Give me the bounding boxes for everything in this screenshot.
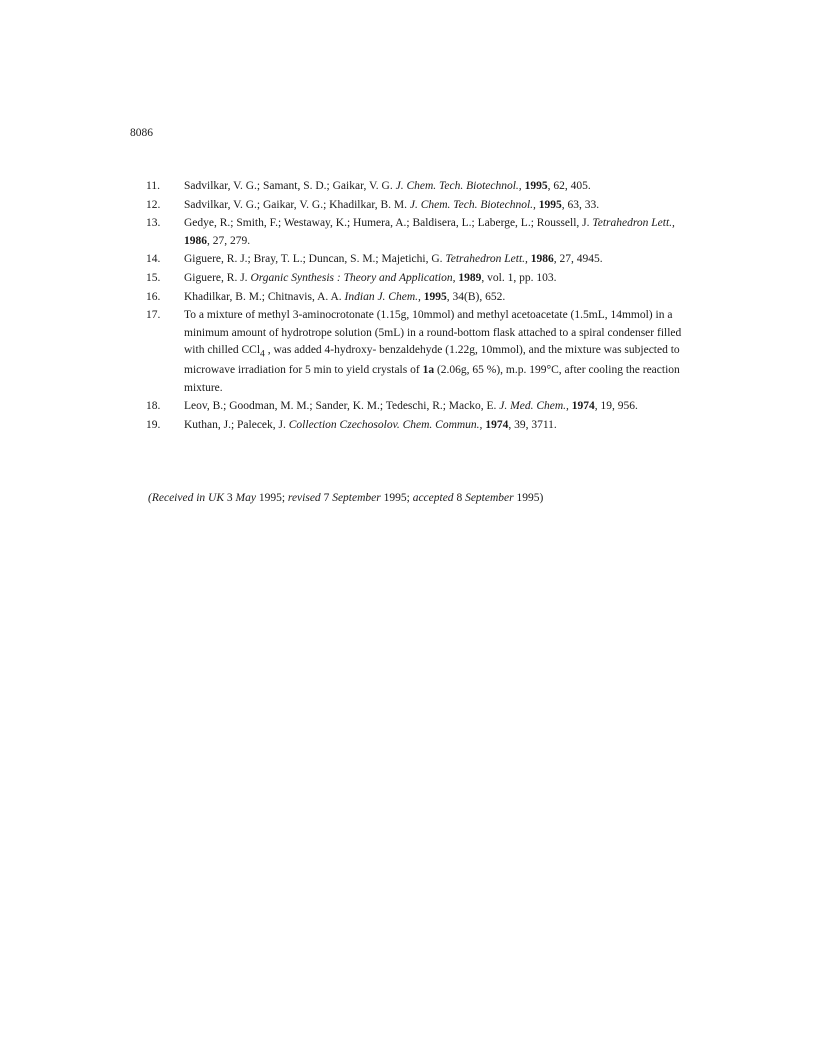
text-run: 1986	[184, 234, 207, 247]
text-run: Sadvilkar, V. G.; Gaikar, V. G.; Khadilkar, B. M.	[184, 198, 410, 211]
text-run: 3	[224, 492, 236, 504]
reference-item	[146, 251, 686, 268]
reference-number: 13.	[146, 217, 161, 230]
text-run: 4	[260, 348, 265, 360]
text-run: J. Chem. Tech. Biotechnol.,	[395, 180, 522, 192]
reference-number: 12.	[146, 198, 161, 211]
text-run: 1a	[422, 364, 435, 377]
text-run: Gedye, R.; Smith, F.; Westaway, K.; Humera, A.; Baldisera, L.; Laberge, L.; Roussell, J.	[184, 217, 593, 230]
text-run: 1995)	[513, 492, 544, 504]
text-run: , 39, 3711.	[508, 418, 557, 431]
text-run: Leov, B.; Goodman, M. M.; Sander, K. M.; Tedeschi, R.; Macko, E.	[184, 400, 500, 413]
reference-item	[146, 398, 686, 415]
text-run: Tetrahedron Lett.,	[592, 217, 675, 230]
text-run: May	[235, 492, 256, 504]
text-run: Kuthan, J.; Palecek, J.	[184, 418, 289, 431]
text-run: 1974	[571, 400, 595, 413]
reference-text	[184, 307, 686, 396]
text-run: 1989	[458, 272, 482, 285]
reference-text	[184, 251, 686, 268]
text-run: , vol. 1, pp. 103.	[481, 272, 557, 285]
text-run: (Received in UK	[148, 492, 224, 504]
text-run: , 19, 956.	[594, 400, 638, 413]
text-run: , 27, 279.	[207, 234, 251, 247]
text-run: 1986	[530, 253, 554, 266]
reference-item	[146, 270, 686, 287]
text-run: (2.06g, 65 %), m.p. 199°C, after cooling the reaction mixture.	[184, 364, 680, 394]
text-run: , 63, 33.	[561, 198, 600, 211]
reference-text	[184, 178, 686, 195]
text-run: , 34(B), 652.	[446, 290, 506, 303]
text-run: J. Chem. Tech. Biotechnol.,	[409, 198, 536, 211]
reference-text	[184, 215, 686, 249]
text-run: accepted	[412, 492, 454, 504]
reference-item	[146, 197, 686, 214]
text-run: 1995	[423, 290, 447, 303]
reference-number: 11.	[146, 180, 160, 192]
text-run: September	[465, 492, 514, 504]
text-run: 1995	[538, 198, 562, 211]
text-run: J. Med. Chem.,	[499, 400, 569, 413]
reference-list	[146, 178, 686, 436]
text-run: 7	[320, 492, 333, 504]
text-run: Giguere, R. J.; Bray, T. L.; Duncan, S. M.; Majetichi, G.	[184, 253, 446, 266]
text-run: Collection Czechosolov. Chem. Commun.,	[288, 418, 483, 431]
text-run: 1995;	[380, 492, 413, 504]
reference-item	[146, 417, 686, 434]
text-run: 1995	[524, 180, 548, 192]
reference-item	[146, 307, 686, 396]
text-run: , 27, 4945.	[553, 253, 603, 266]
reference-item	[146, 178, 686, 195]
received-dates-note	[148, 492, 543, 504]
reference-text	[184, 417, 686, 434]
reference-item	[146, 215, 686, 249]
reference-number: 19.	[146, 418, 161, 431]
reference-number: 18.	[146, 400, 161, 413]
text-run: September	[332, 492, 381, 504]
text-run: To a mixture of methyl 3-aminocrotonate (1.15g, 10mmol) and methyl acetoacetate (1.5mL, 14mmol) in a minimum amount of hydrotrope solution (5mL) in a round-bottom flask attached to a spiral condenser filled with chilled CCl	[184, 309, 682, 356]
text-run: Giguere, R. J.	[184, 272, 251, 285]
reference-text	[184, 289, 686, 306]
text-run: Indian J. Chem.,	[344, 290, 421, 303]
reference-number: 17.	[146, 309, 161, 322]
text-run: 8	[453, 492, 466, 504]
reference-item	[146, 289, 686, 306]
reference-number: 15.	[146, 272, 161, 285]
text-run: Tetrahedron Lett.,	[445, 253, 528, 266]
reference-text	[184, 270, 686, 287]
text-run: Sadvilkar, V. G.; Samant, S. D.; Gaikar, V. G.	[184, 180, 396, 192]
reference-text	[184, 197, 686, 214]
text-run: , 62, 405.	[547, 180, 591, 192]
page-number: 8086	[130, 127, 153, 139]
text-run: Organic Synthesis : Theory and Application,	[250, 272, 456, 285]
text-run: 1974	[485, 418, 509, 431]
text-run: 1995;	[255, 492, 288, 504]
reference-number: 16.	[146, 290, 161, 303]
reference-text	[184, 398, 686, 415]
reference-number: 14.	[146, 253, 161, 266]
text-run: Khadilkar, B. M.; Chitnavis, A. A.	[184, 290, 345, 303]
text-run: , was added 4-hydroxy- benzaldehyde (1.22g, 10mmol), and the mixture was subjected to microwave irradiation for 5 min to yield crystals of	[184, 343, 680, 377]
text-run: revised	[287, 492, 321, 504]
